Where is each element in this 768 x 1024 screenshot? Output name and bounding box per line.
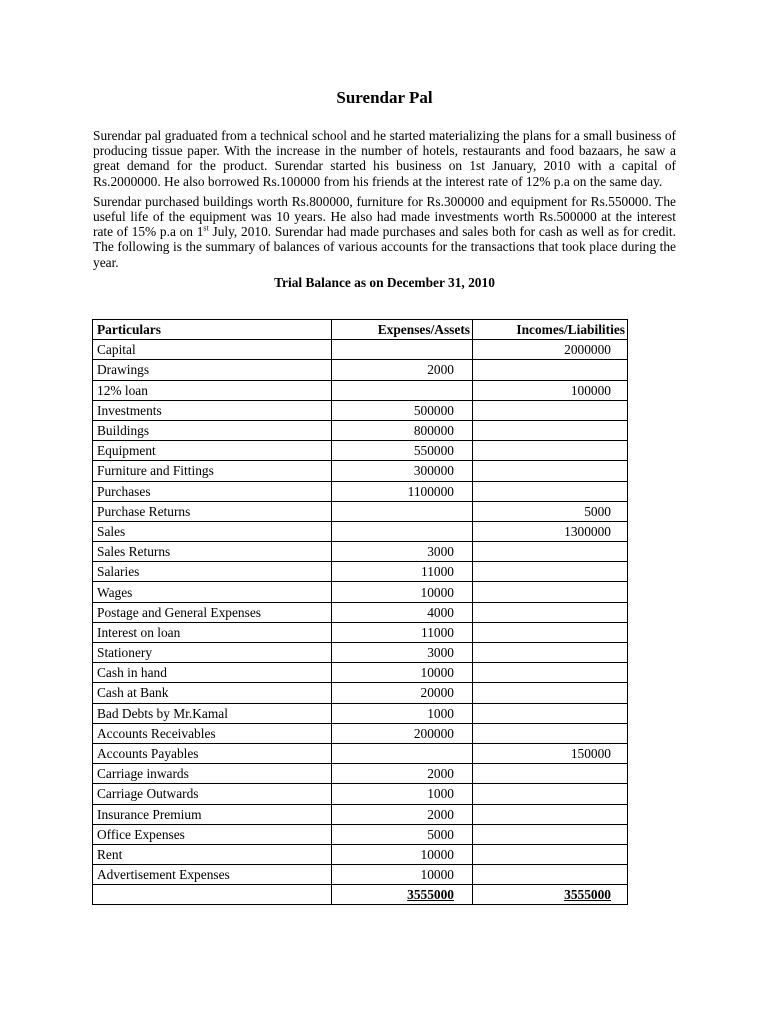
expenses-assets-cell: 10000 <box>332 844 473 864</box>
particular-cell: Rent <box>93 844 332 864</box>
expenses-assets-cell: 11000 <box>332 562 473 582</box>
incomes-liabilities-cell <box>473 602 628 622</box>
table-row <box>93 643 628 663</box>
expenses-assets-cell: 2000 <box>332 360 473 380</box>
particular-cell: Carriage Outwards <box>93 784 332 804</box>
particular-cell: Carriage inwards <box>93 764 332 784</box>
incomes-liabilities-cell <box>473 360 628 380</box>
paragraph-purchases-part1: Surendar purchased buildings worth Rs.800000, furniture for Rs.300000 and equipment for Rs.550000. The useful life of the equipment was 10 years. He also had made investments worth Rs.500000 at the interest rate of 15% p.a on 1 <box>93 193 676 240</box>
expenses-assets-cell: 2000 <box>332 764 473 784</box>
trial-balance-table <box>92 319 628 905</box>
incomes-liabilities-cell <box>473 643 628 663</box>
incomes-liabilities-cell <box>473 400 628 420</box>
incomes-liabilities-cell <box>473 683 628 703</box>
table-row <box>93 481 628 501</box>
particular-cell: Interest on loan <box>93 622 332 642</box>
header-particulars: Particulars <box>93 320 332 340</box>
table-row <box>93 622 628 642</box>
expenses-assets-cell <box>332 501 473 521</box>
header-expenses-assets: Expenses/Assets <box>332 320 473 340</box>
incomes-liabilities-cell <box>473 824 628 844</box>
incomes-liabilities-cell <box>473 703 628 723</box>
particular-cell: Buildings <box>93 420 332 440</box>
table-row <box>93 602 628 622</box>
particular-cell: 12% loan <box>93 380 332 400</box>
table-row <box>93 420 628 440</box>
expenses-assets-cell <box>332 340 473 360</box>
incomes-liabilities-cell <box>473 562 628 582</box>
particular-cell: Purchases <box>93 481 332 501</box>
paragraph-intro: Surendar pal graduated from a technical school and he started materializing the plans for a small business of producing tissue paper. With the increase in the number of hotels, restaurants and food bazaars, he saw a great demand for the product. Surendar started his business on 1st January, 2010 with a capital of Rs.2000000. He also borrowed Rs.100000 from his friends at the interest rate of 12% p.a on the same day. <box>93 128 676 189</box>
document-page <box>93 88 676 295</box>
incomes-liabilities-cell <box>473 723 628 743</box>
particular-cell: Insurance Premium <box>93 804 332 824</box>
table-row <box>93 824 628 844</box>
expenses-assets-cell: 2000 <box>332 804 473 824</box>
particular-cell: Furniture and Fittings <box>93 461 332 481</box>
incomes-liabilities-cell <box>473 844 628 864</box>
table-row <box>93 582 628 602</box>
expenses-assets-cell: 10000 <box>332 582 473 602</box>
table-caption: Trial Balance as on December 31, 2010 <box>274 274 495 290</box>
table-row <box>93 663 628 683</box>
expenses-assets-cell: 300000 <box>332 461 473 481</box>
expenses-assets-cell: 3000 <box>332 643 473 663</box>
table-row <box>93 562 628 582</box>
table-row <box>93 360 628 380</box>
table-header-row <box>93 320 628 340</box>
expenses-assets-cell <box>332 380 473 400</box>
incomes-liabilities-cell: 150000 <box>473 743 628 763</box>
particular-cell: Cash at Bank <box>93 683 332 703</box>
particular-cell: Accounts Receivables <box>93 723 332 743</box>
expenses-assets-cell <box>332 743 473 763</box>
expenses-assets-cell: 5000 <box>332 824 473 844</box>
particular-cell: Office Expenses <box>93 824 332 844</box>
expenses-assets-cell: 1000 <box>332 784 473 804</box>
table-row <box>93 804 628 824</box>
table-row <box>93 743 628 763</box>
incomes-liabilities-cell <box>473 441 628 461</box>
total-expenses-assets: 3555000 <box>332 885 473 905</box>
table-row <box>93 703 628 723</box>
incomes-liabilities-cell <box>473 784 628 804</box>
expenses-assets-cell: 10000 <box>332 663 473 683</box>
incomes-liabilities-cell: 5000 <box>473 501 628 521</box>
table-row <box>93 461 628 481</box>
particular-cell: Drawings <box>93 360 332 380</box>
expenses-assets-cell: 500000 <box>332 400 473 420</box>
particular-cell: Investments <box>93 400 332 420</box>
expenses-assets-cell: 20000 <box>332 683 473 703</box>
table-row <box>93 441 628 461</box>
particular-cell: Bad Debts by Mr.Kamal <box>93 703 332 723</box>
ordinal-suffix: st <box>203 223 209 233</box>
incomes-liabilities-cell: 100000 <box>473 380 628 400</box>
particular-cell: Postage and General Expenses <box>93 602 332 622</box>
incomes-liabilities-cell <box>473 804 628 824</box>
totals-label-cell <box>93 885 332 905</box>
particular-cell: Accounts Payables <box>93 743 332 763</box>
particular-cell: Equipment <box>93 441 332 461</box>
expenses-assets-cell: 1000 <box>332 703 473 723</box>
particular-cell: Sales <box>93 521 332 541</box>
paragraph-purchases <box>93 194 676 270</box>
table-row <box>93 723 628 743</box>
expenses-assets-cell: 550000 <box>332 441 473 461</box>
table-row <box>93 501 628 521</box>
expenses-assets-cell: 1100000 <box>332 481 473 501</box>
incomes-liabilities-cell <box>473 461 628 481</box>
particular-cell: Sales Returns <box>93 542 332 562</box>
incomes-liabilities-cell <box>473 622 628 642</box>
incomes-liabilities-cell <box>473 764 628 784</box>
particular-cell: Stationery <box>93 643 332 663</box>
table-row <box>93 400 628 420</box>
expenses-assets-cell: 11000 <box>332 622 473 642</box>
particular-cell: Cash in hand <box>93 663 332 683</box>
incomes-liabilities-cell <box>473 582 628 602</box>
particular-cell: Purchase Returns <box>93 501 332 521</box>
total-incomes-liabilities: 3555000 <box>473 885 628 905</box>
table-row <box>93 340 628 360</box>
particular-cell: Salaries <box>93 562 332 582</box>
totals-row <box>93 885 628 905</box>
incomes-liabilities-cell <box>473 663 628 683</box>
table-row <box>93 380 628 400</box>
table-row <box>93 784 628 804</box>
table-row <box>93 521 628 541</box>
expenses-assets-cell <box>332 521 473 541</box>
particular-cell: Advertisement Expenses <box>93 865 332 885</box>
incomes-liabilities-cell <box>473 481 628 501</box>
table-row <box>93 865 628 885</box>
expenses-assets-cell: 200000 <box>332 723 473 743</box>
table-row <box>93 844 628 864</box>
table-row <box>93 683 628 703</box>
page-title: Surendar Pal <box>336 88 433 107</box>
particular-cell: Capital <box>93 340 332 360</box>
incomes-liabilities-cell: 1300000 <box>473 521 628 541</box>
table-row <box>93 764 628 784</box>
expenses-assets-cell: 3000 <box>332 542 473 562</box>
expenses-assets-cell: 10000 <box>332 865 473 885</box>
incomes-liabilities-cell <box>473 542 628 562</box>
expenses-assets-cell: 4000 <box>332 602 473 622</box>
incomes-liabilities-cell: 2000000 <box>473 340 628 360</box>
expenses-assets-cell: 800000 <box>332 420 473 440</box>
incomes-liabilities-cell <box>473 420 628 440</box>
paragraph-purchases-part2: July, 2010. Surendar had made purchases and sales both for cash as well as for credit. The following is the summary of balances of various accounts for the transactions that took place during the year. <box>93 224 677 270</box>
incomes-liabilities-cell <box>473 865 628 885</box>
particular-cell: Wages <box>93 582 332 602</box>
header-incomes-liabilities: Incomes/Liabilities <box>473 320 628 340</box>
table-row <box>93 542 628 562</box>
